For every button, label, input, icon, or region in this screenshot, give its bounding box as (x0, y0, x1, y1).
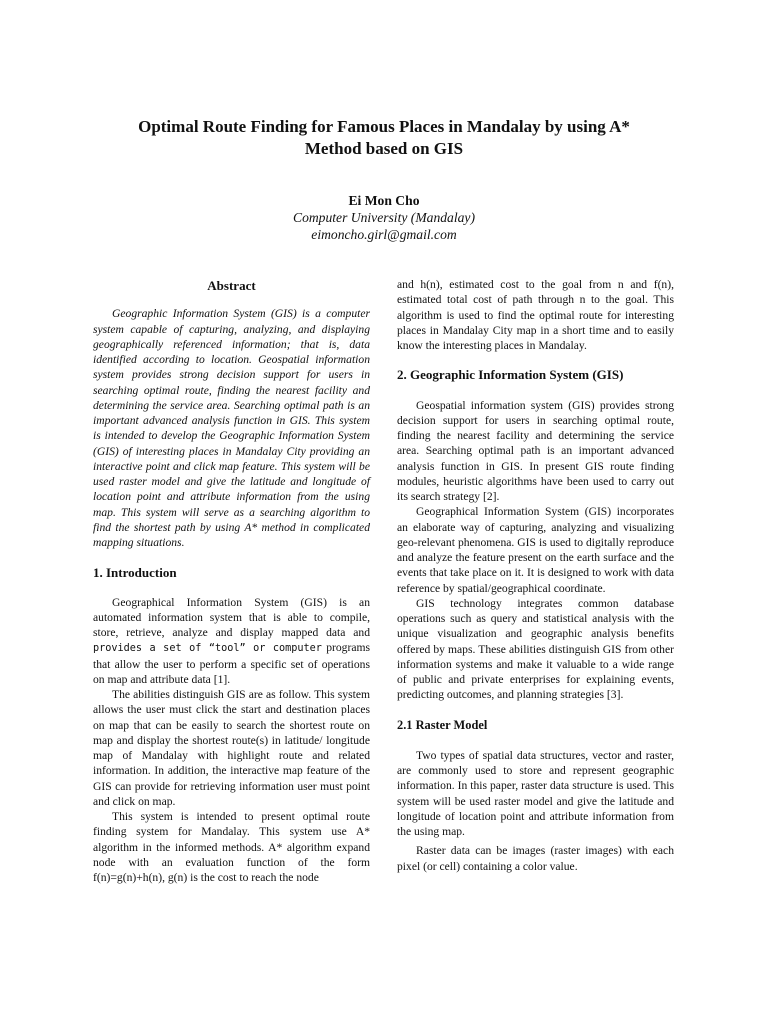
title-line-1: Optimal Route Finding for Famous Places in Mandalay by using A* (138, 117, 630, 136)
gis-heading: 2. Geographic Information System (GIS) (397, 367, 624, 383)
author-block (100, 192, 668, 243)
title-line-2: Method based on GIS (304, 139, 464, 158)
intro-paragraph-1 (93, 595, 370, 688)
raster-heading: 2.1 Raster Model (397, 717, 488, 732)
gis-paragraph-2: Geographical Information System (GIS) incorporates an elaborate way of capturing, analyzing and visualizing geo-relevant phenomena. GIS is used to digitally reproduce and analyze the feature present on the earth surface and the events that take place on it. It is designed to work with data reference by spatial/geographical coordinate. (397, 505, 674, 595)
intro-paragraph-2: The abilities distinguish GIS are as follow. This system allows the user must click the start and destination places on map that can be easily to search the shortest route on map and display the shortest route(s) in latitude/ longitude map of Mandalay with highlight route and related information. In addition, the interactive map feature of the GIS can provide for retrieving information user must point and click on map. (93, 688, 370, 808)
abstract-heading: Abstract (207, 278, 256, 293)
right-column (397, 277, 674, 874)
introduction-heading: 1. Introduction (93, 565, 177, 581)
abstract-text: Geographic Information System (GIS) is a computer system capable of capturing, analyzing, and displaying geographically referenced information; that is, data identified according to location. Geospatial information system provides strong decision support for users in searching optimal route, finding the nearest facility and determining the service area. Searching optimal path is an important advanced analysis function in GIS. This system is intended to develop the Geographic Information System (GIS) of interesting places in Mandalay City providing an interactive point and click map feature. This system will be used raster model and give the latitude and longitude of location point and attribute information from the using map. This system will serve as a searching algorithm to find the shortest path by using A* method in complicated mapping situations. (93, 307, 370, 549)
gis-paragraph-3: GIS technology integrates common database operations such as query and statistical analysis with the unique visualization and geographic analysis benefits offered by maps. These abilities distinguish GIS from other information systems and make it valuable to a wide range of public and private enterprises for explaining events, predicting outcomes, and planning strategies [3]. (397, 596, 674, 702)
right-paragraph-1: and h(n), estimated cost to the goal from n and f(n), estimated total cost of path through n to the goal. This algorithm is used to find the optimal route for interesting places in Mandalay City map in a short time and to easily know the interesting places in Mandalay. (397, 278, 674, 352)
author-affiliation: Computer University (Mandalay) (293, 210, 475, 225)
intro-paragraph-3: This system is intended to present optimal route finding system for Mandalay. This system use A* algorithm in the informed methods. A* algorithm expand node with an evaluation function of the form f(n)=g(n)+h(n), g(n) is the cost to reach the node (93, 810, 370, 884)
raster-paragraph-1: Two types of spatial data structures, vector and raster, are commonly used to store and represent geographic information. In this paper, raster data structure is used. This system will be used raster model and give the latitude and longitude of location point and attribute information from the using map. (397, 748, 674, 838)
left-column (93, 278, 370, 885)
intro-p1-text-a: Geographical Information System (GIS) is an automated information system that is able to compile, store, retrieve, analyze and display mapped data and (93, 595, 370, 639)
author-email: eimoncho.girl@gmail.com (311, 227, 457, 242)
paper-title (100, 116, 668, 160)
intro-p1-mono-text: provides a set of “tool” or computer (93, 643, 322, 655)
raster-paragraph-2: Raster data can be images (raster images) with each pixel (or cell) containing a color value. (397, 844, 674, 873)
gis-paragraph-1: Geospatial information system (GIS) provides strong decision support for users in searching optimal route, finding the nearest facility and determining the service area. Searching optimal path is an important advanced analysis function in GIS. In present GIS route finding modules, heuristic algorithms have been used to carry out its search strategy [2]. (397, 398, 674, 503)
intro-p1-text-b: programs that allow the user to perform a specific set of operations on map and attribute data [1]. (93, 641, 370, 686)
author-name: Ei Mon Cho (348, 193, 420, 208)
